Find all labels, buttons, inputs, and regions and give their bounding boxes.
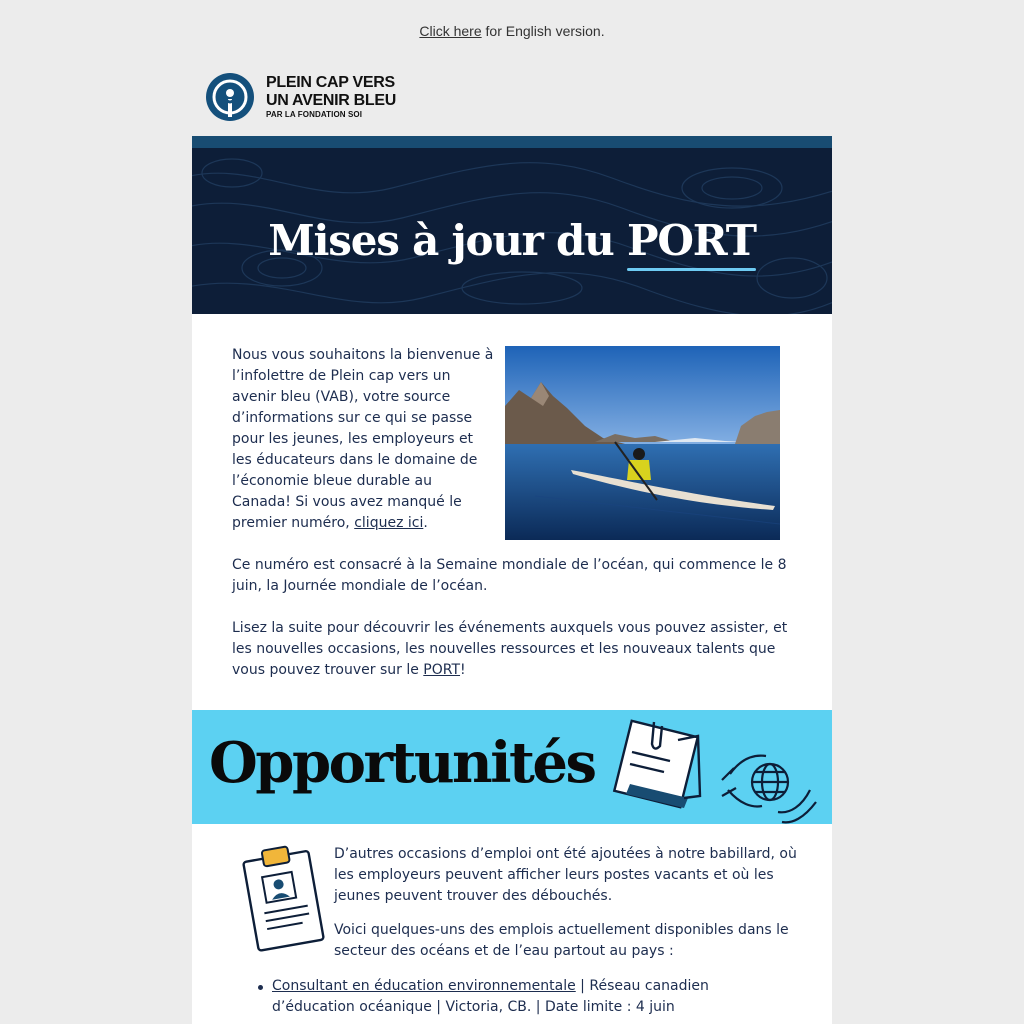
hero-title-highlight: PORT [626, 216, 756, 265]
opportunities-banner [192, 710, 832, 824]
hero-title [192, 216, 832, 265]
intro-end: . [423, 515, 428, 531]
newsletter-card [192, 136, 832, 1024]
world-ocean-week-paragraph: Ce numéro est consacré à la Semaine mondiale de l’océan, qui commence le 8 juin, la Journée mondiale de l’océan. [232, 557, 787, 594]
read-more-text: Lisez la suite pour découvrir les événements auxquels vous pouvez assister, et les nouvelles occasions, les nouvelles ressources et les nouveaux talents que vous pouvez trouver sur le [232, 620, 788, 678]
kayaker-photo-image [505, 346, 780, 540]
read-more-end: ! [460, 662, 466, 678]
compass-person-logo-icon [206, 73, 254, 121]
english-version-text: for English version. [481, 23, 605, 39]
intro-paragraph [232, 345, 494, 534]
jobs-intro-paragraph: Voici quelques-uns des emplois actuellement disponibles dans le secteur des océans et de l’eau partout au pays : [334, 922, 789, 959]
brand-line-1: PLEIN CAP VERS [266, 74, 395, 91]
opportunities-title: Opportunités [209, 730, 595, 796]
hero-title-prefix: Mises à jour du [268, 216, 627, 265]
hero-banner [192, 148, 832, 314]
card-top-bar [192, 136, 832, 148]
hero-title-port [627, 216, 756, 265]
brand-wordmark [266, 74, 396, 120]
clipboard-profile-icon [236, 844, 328, 952]
jobs-list [272, 976, 742, 1018]
read-more-paragraph [232, 618, 802, 681]
job-details: | Réseau canadien d’éducation océanique | Victoria, CB. | Date limite : 4 juin [272, 978, 709, 1015]
brand-header[interactable] [206, 72, 396, 122]
brand-line-3: PAR LA FONDATION SOI [266, 110, 363, 119]
english-version-line [0, 23, 1024, 39]
intro-link[interactable]: cliquez ici [354, 515, 424, 531]
port-underline [627, 268, 756, 271]
english-version-link[interactable]: Click here [419, 23, 482, 39]
document-and-globe-hands-icon [592, 710, 832, 824]
intro-text: Nous vous souhaitons la bienvenue à l’infolettre de Plein cap vers un avenir bleu (VAB), votre source d’informations sur ce qui se passe pour les jeunes, les employeurs et les éducateurs dans le domaine de l’économie bleue durable au Canada! Si vous avez manqué le premier numéro, [232, 347, 494, 531]
brand-line-2: UN AVENIR BLEU [266, 92, 397, 109]
job-board-paragraph: D’autres occasions d’emploi ont été ajoutées à notre babillard, où les employeurs peuvent afficher leurs postes vacants et où les jeunes peuvent trouver des débouchés. [334, 846, 797, 904]
job-link[interactable]: Consultant en éducation environnementale [272, 978, 576, 994]
list-item [272, 976, 742, 1018]
kayaker-photo [505, 346, 780, 540]
port-link[interactable]: PORT [423, 662, 461, 678]
